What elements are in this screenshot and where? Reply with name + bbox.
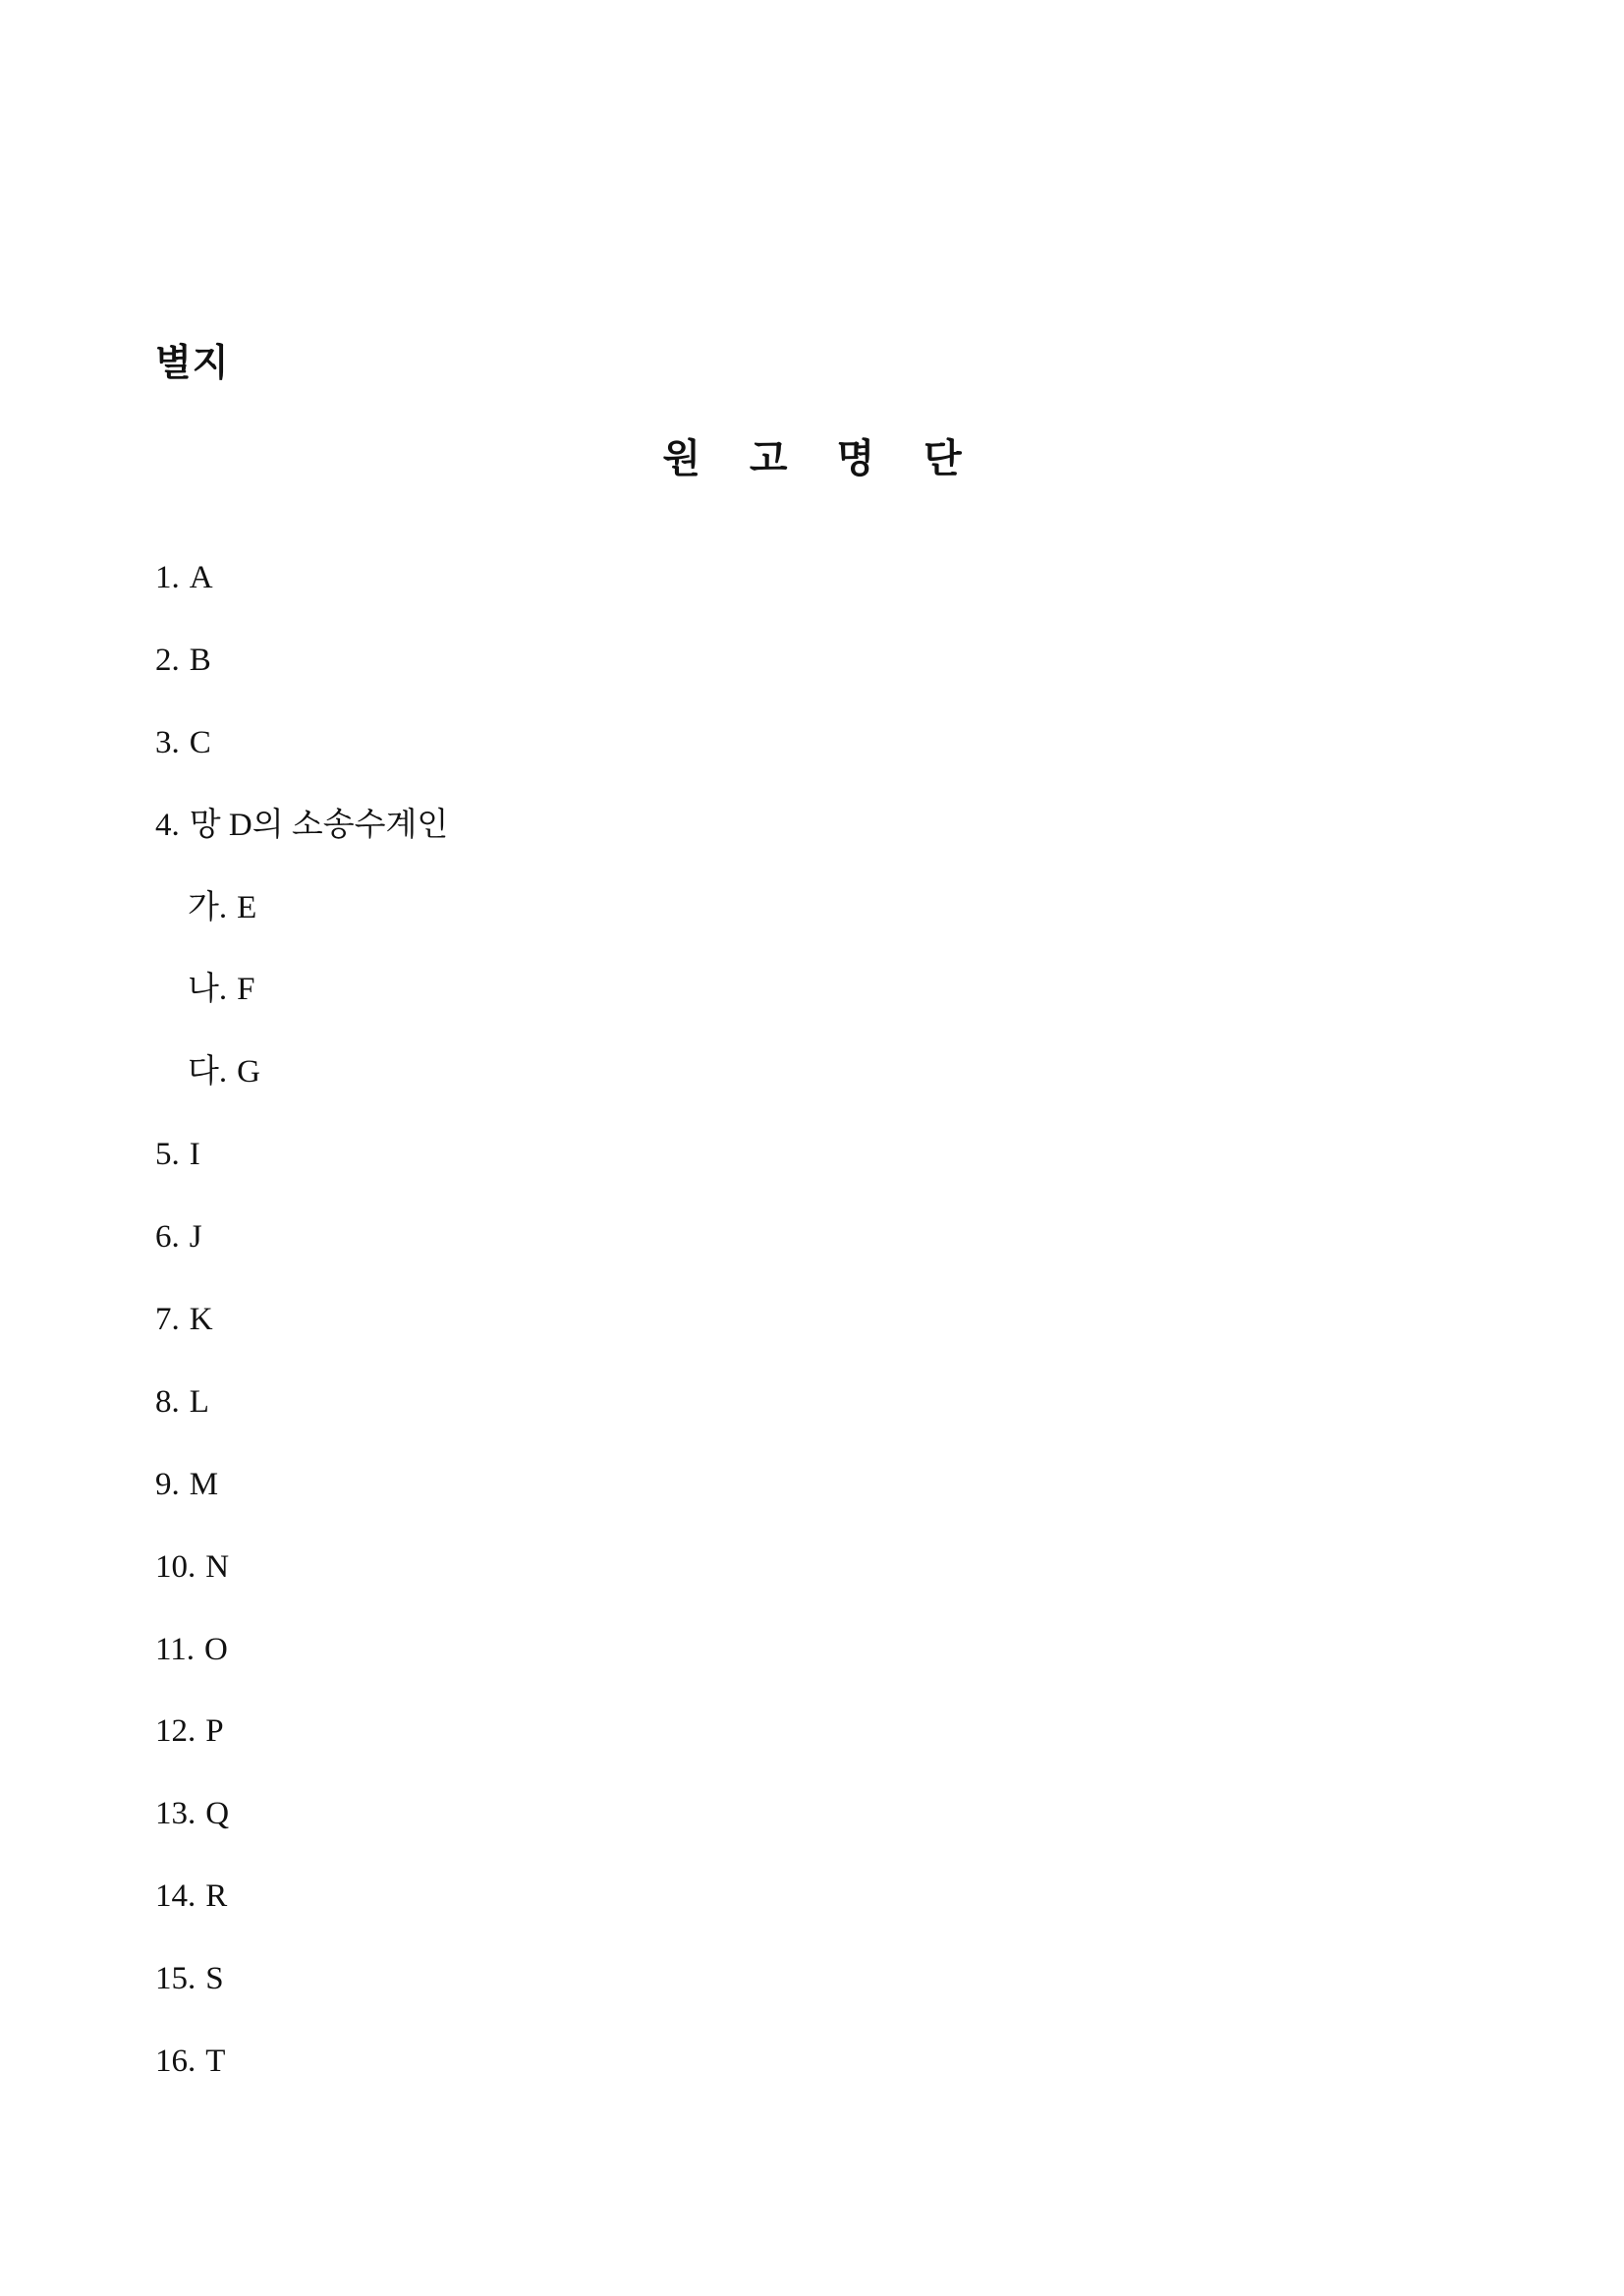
list-item [155, 806, 448, 888]
list-item [155, 723, 448, 806]
appendix-label: 별지 [155, 341, 230, 384]
item-number: 11. [155, 1631, 196, 1667]
list-item [155, 1217, 448, 1300]
item-name: B [189, 642, 211, 678]
item-number: 1. [155, 560, 180, 595]
item-number: 다. [188, 1054, 228, 1091]
list-item [155, 1300, 448, 1382]
list-item [155, 1547, 448, 1630]
list-item [155, 1711, 448, 1794]
item-number: 13. [155, 1796, 196, 1832]
item-name: T [205, 2044, 226, 2080]
item-name: 망 D의 소송수계인 [189, 807, 449, 843]
item-name: M [189, 1466, 219, 1502]
item-number: 3. [155, 724, 180, 760]
item-name: G [237, 1054, 260, 1091]
item-number: 15. [155, 1961, 196, 1997]
item-number: 2. [155, 642, 180, 678]
item-number: 5. [155, 1137, 180, 1173]
item-name: P [205, 1713, 224, 1750]
item-number: 14. [155, 1878, 196, 1915]
document-title: 원 고 명 단 [662, 436, 980, 481]
item-number: 7. [155, 1302, 180, 1338]
list-item [155, 1959, 448, 2042]
item-name: C [189, 724, 211, 760]
item-name: F [237, 972, 255, 1008]
item-name: N [205, 1548, 230, 1585]
item-name: K [189, 1302, 213, 1338]
item-number: 12. [155, 1713, 196, 1750]
list-item [155, 1465, 448, 1547]
item-name: Q [205, 1796, 230, 1832]
list-item [155, 1382, 448, 1465]
item-name: S [205, 1961, 224, 1997]
list-item [155, 1135, 448, 1217]
item-name: A [189, 560, 213, 595]
item-number: 가. [188, 889, 228, 925]
plaintiff-list [155, 558, 448, 2124]
list-item [155, 641, 448, 723]
item-name: L [189, 1383, 209, 1420]
item-number: 4. [155, 807, 180, 843]
item-number: 나. [188, 972, 228, 1008]
item-name: J [189, 1219, 202, 1256]
item-number: 16. [155, 2044, 196, 2080]
item-name: O [204, 1631, 228, 1667]
item-number: 10. [155, 1548, 196, 1585]
list-item [155, 558, 448, 641]
list-item [155, 1630, 448, 1712]
item-number: 8. [155, 1383, 180, 1420]
sub-list-item [155, 970, 448, 1052]
list-item [155, 2042, 448, 2124]
item-number: 6. [155, 1219, 180, 1256]
list-item [155, 1876, 448, 1959]
item-name: R [205, 1878, 228, 1915]
sub-list-item [155, 1052, 448, 1135]
item-name: I [189, 1137, 200, 1173]
item-number: 9. [155, 1466, 180, 1502]
sub-list-item [155, 888, 448, 971]
list-item [155, 1794, 448, 1876]
item-name: E [237, 889, 257, 925]
